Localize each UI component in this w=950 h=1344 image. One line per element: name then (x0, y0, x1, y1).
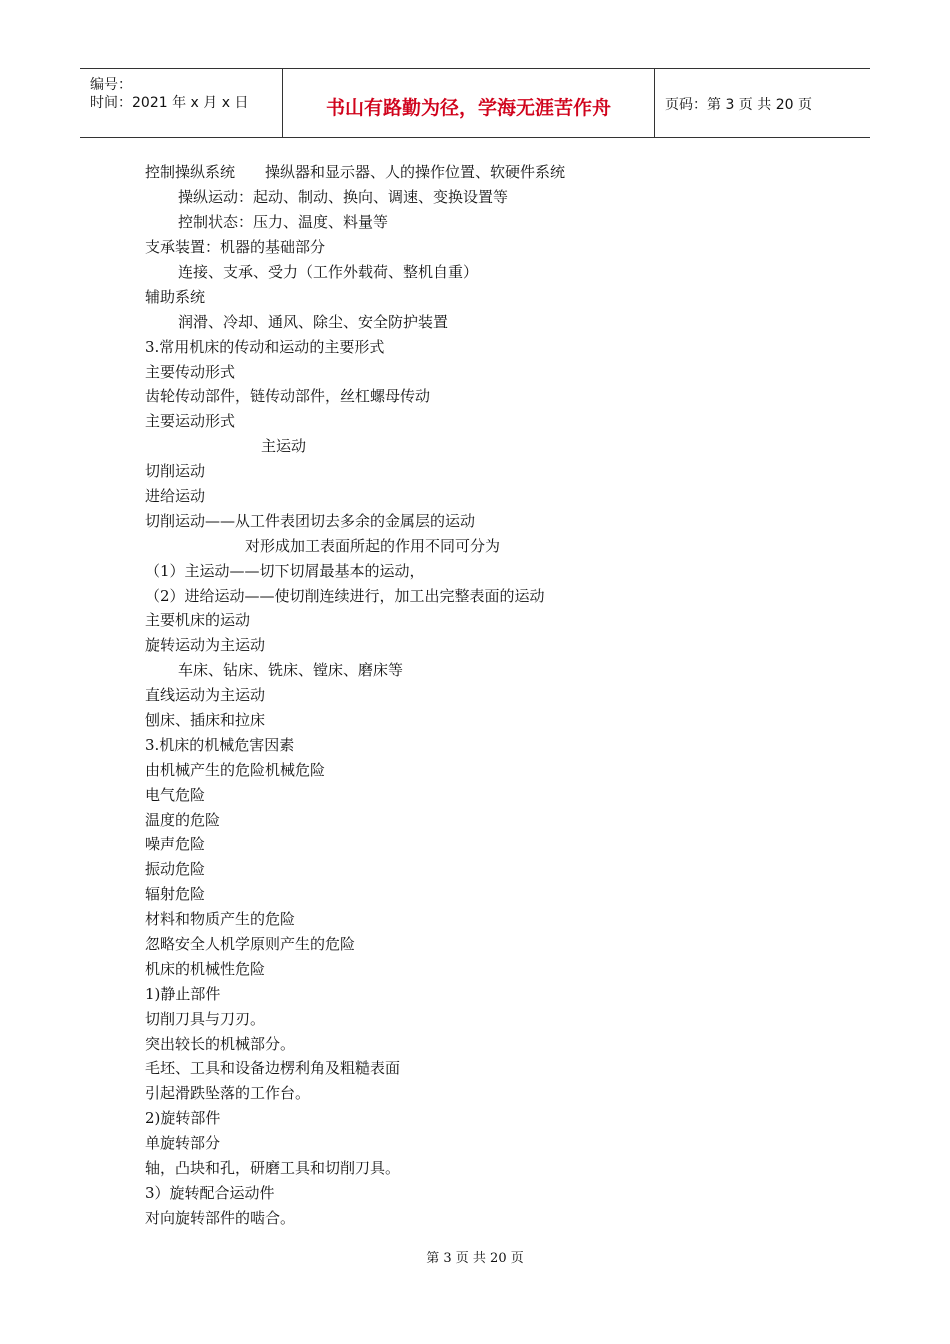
body-line: 切削运动——从工件表团切去多余的金属层的运动 (145, 512, 476, 530)
body-line: 操纵运动：起动、制动、换向、调速、变换设置等 (178, 188, 509, 206)
body-line: 主要传动形式 (145, 363, 236, 381)
body-line: 对向旋转部件的啮合。 (145, 1209, 296, 1227)
body-line: 车床、钻床、铣床、镗床、磨床等 (178, 661, 404, 679)
body-line: 切削刀具与刀刃。 (145, 1010, 266, 1028)
body-line: 1)静止部件 (145, 985, 221, 1003)
header-motto: 书山有路勤为径，学海无涯苦作舟 (325, 97, 611, 119)
document-number-label: 编号： (90, 77, 132, 93)
header-meta-cell (80, 69, 283, 137)
page-footer: 第 3 页 共 20 页 (426, 1251, 524, 1266)
header-page-cell (655, 69, 870, 137)
body-line: 振动危险 (145, 860, 206, 878)
body-line: 主要运动形式 (145, 412, 236, 430)
body-line: 单旋转部分 (145, 1134, 221, 1152)
body-line: 2)旋转部件 (145, 1109, 221, 1127)
body-line: 对形成加工表面所起的作用不同可分为 (245, 537, 501, 555)
body-line: 辅助系统 (145, 288, 206, 306)
body-line: 直线运动为主运动 (145, 686, 266, 704)
body-line: 主运动 (261, 437, 307, 455)
document-date-label: 时间：2021 年 x 月 x 日 (90, 95, 249, 111)
body-line: 控制状态：压力、温度、料量等 (178, 213, 389, 231)
body-line: 毛坯、工具和设备边楞利角及粗糙表面 (145, 1059, 401, 1077)
body-line: 电气危险 (145, 786, 206, 804)
body-line: 辐射危险 (145, 885, 206, 903)
body-line: 3.机床的机械危害因素 (145, 736, 295, 754)
body-line: 轴，凸块和孔，研磨工具和切削刀具。 (145, 1159, 401, 1177)
body-line: 材料和物质产生的危险 (145, 910, 296, 928)
body-line: （1）主运动——切下切屑最基本的运动， (145, 562, 425, 580)
page-header (80, 68, 870, 138)
body-line: 引起滑跌坠落的工作台。 (145, 1084, 311, 1102)
body-line: 温度的危险 (145, 811, 221, 829)
body-line: 主要机床的运动 (145, 611, 251, 629)
header-motto-cell (283, 69, 655, 137)
body-line: 切削运动 (145, 462, 206, 480)
body-line: 机床的机械性危险 (145, 960, 266, 978)
body-line: （2）进给运动——使切削连续进行，加工出完整表面的运动 (145, 587, 545, 605)
body-line: 由机械产生的危险机械危险 (145, 761, 326, 779)
body-line: 刨床、插床和拉床 (145, 711, 266, 729)
body-line: 噪声危险 (145, 835, 206, 853)
body-line: 忽略安全人机学原则产生的危险 (145, 935, 356, 953)
body-line: 润滑、冷却、通风、除尘、安全防护装置 (178, 313, 449, 331)
body-line: 支承装置：机器的基础部分 (145, 238, 326, 256)
body-line: 进给运动 (145, 487, 206, 505)
body-line: 齿轮传动部件，链传动部件，丝杠螺母传动 (145, 387, 431, 405)
body-line: 旋转运动为主运动 (145, 636, 266, 654)
body-line: 3）旋转配合运动件 (145, 1184, 275, 1202)
body-line: 突出较长的机械部分。 (145, 1035, 296, 1053)
body-line: 3.常用机床的传动和运动的主要形式 (145, 338, 385, 356)
body-line: 连接、支承、受力（工作外载荷、整机自重） (178, 263, 479, 281)
header-page-info: 页码：第 3 页 共 20 页 (665, 97, 812, 113)
body-line: 控制操纵系统 操纵器和显示器、人的操作位置、软硬件系统 (145, 163, 566, 181)
